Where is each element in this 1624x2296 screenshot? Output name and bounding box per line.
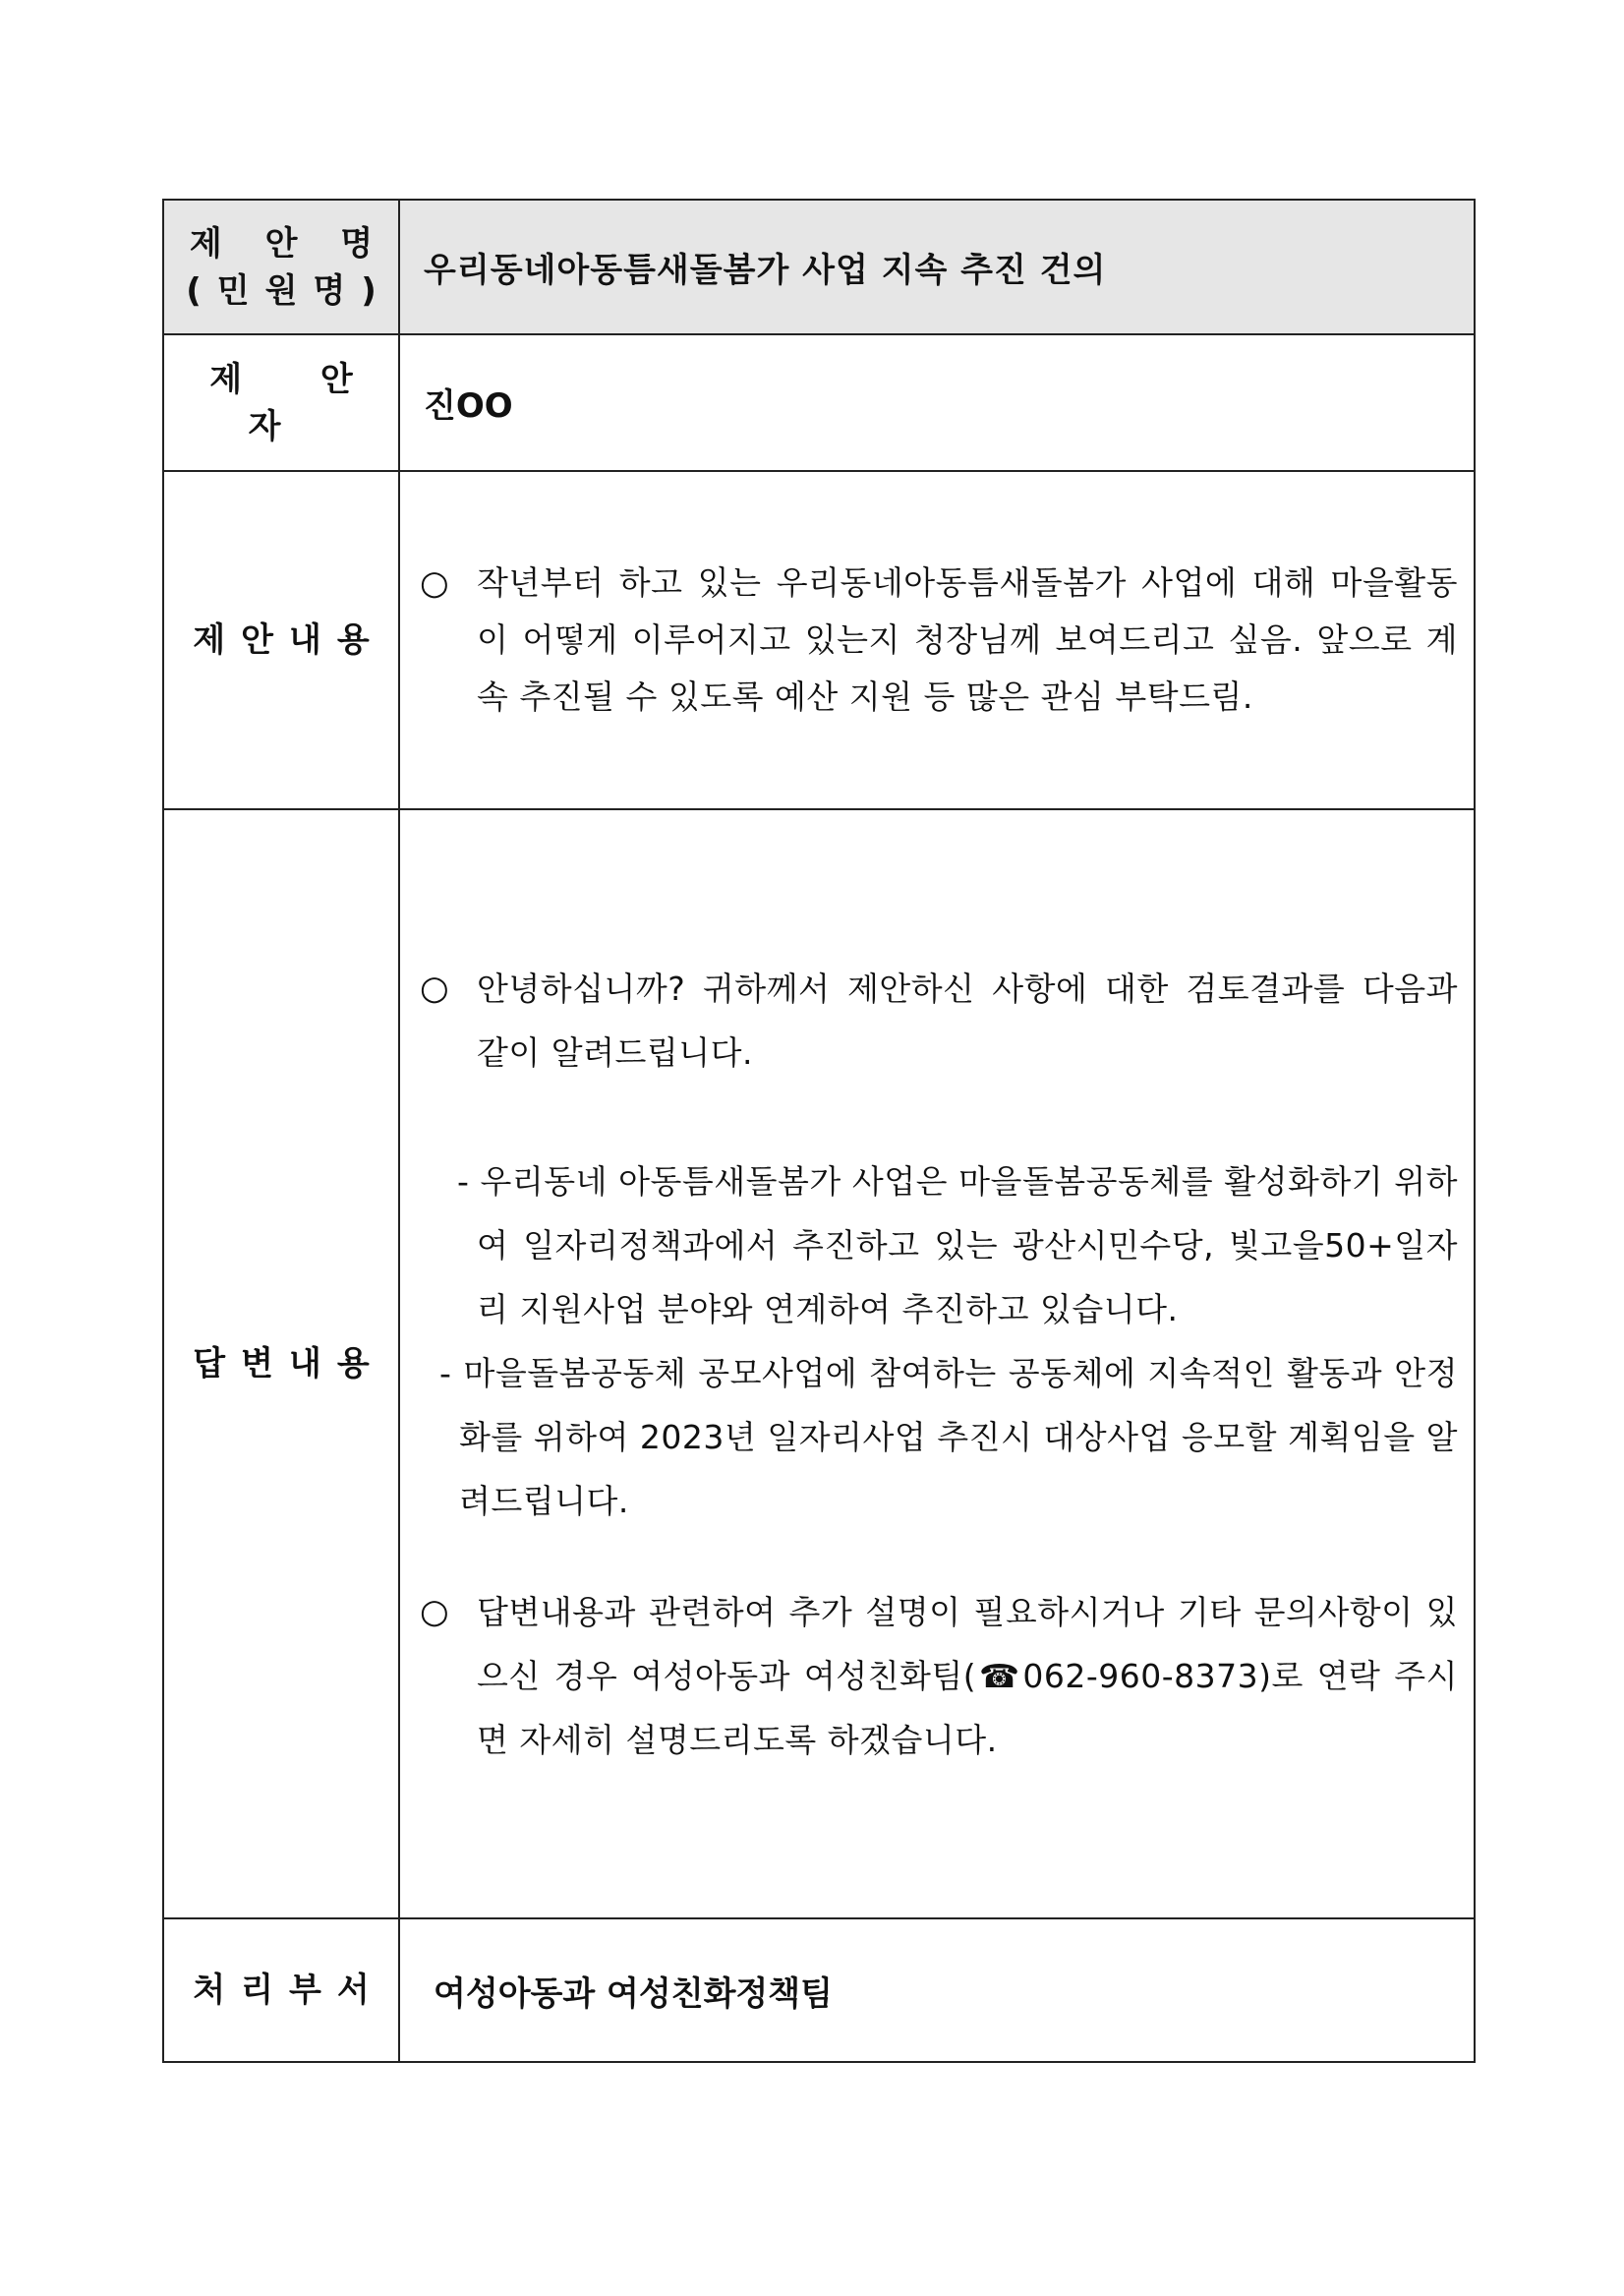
answer-contact-paragraph bbox=[420, 1580, 1458, 1772]
title-label-line1: 제 안 명 bbox=[189, 223, 389, 264]
row-content bbox=[163, 471, 1475, 809]
circle-bullet-icon: ○ bbox=[420, 563, 450, 603]
proposer-label: 제 안 자 bbox=[209, 359, 386, 446]
answer-intro-paragraph bbox=[420, 957, 1458, 1085]
circle-bullet-icon: ○ bbox=[420, 968, 450, 1008]
content-text: 작년부터 하고 있는 우리동네아동틈새돌봄가 사업에 대해 마을활동이 어떻게 이루어지고 있는지 청장님께 보여드리고 싶음. 앞으로 계속 추진될 수 있도록 예산 지원 등 많은 관심 부탁드림. bbox=[477, 563, 1458, 716]
proposal-title: 우리동네아동틈새돌봄가 사업 지속 추진 건의 bbox=[424, 251, 1107, 290]
title-label-line2: (민원명) bbox=[186, 270, 392, 311]
proposal-table bbox=[162, 199, 1476, 2063]
proposer-value-cell bbox=[399, 334, 1475, 471]
row-title bbox=[163, 200, 1475, 334]
answer-intro-text: 안녕하십니까? 귀하께서 제안하신 사항에 대한 검토결과를 다음과 같이 알려드립니다. bbox=[477, 969, 1458, 1072]
answer-label: 답변내용 bbox=[193, 1344, 385, 1383]
department-name: 여성아동과 여성친화정책팀 bbox=[434, 1973, 833, 2014]
content-value-cell bbox=[399, 471, 1475, 809]
answer-item-1: - 우리동네 아동틈새돌봄가 사업은 마을돌봄공동체를 활성화하기 위하여 일자리정책과에서 추진하고 있는 광산시민수당, 빛고을50+일자리 지원사업 분야와 연계하여 추진하고 있습니다. bbox=[457, 1161, 1458, 1328]
proposer-label-cell bbox=[163, 334, 399, 471]
answer-item-2: - 마을돌봄공동체 공모사업에 참여하는 공동체에 지속적인 활동과 안정화를 위하여 2023년 일자리사업 추진시 대상사업 응모할 계획임을 알려드립니다. bbox=[439, 1353, 1458, 1520]
content-label-cell bbox=[163, 471, 399, 809]
proposer-name: 진OO bbox=[424, 386, 513, 426]
department-label: 처리부서 bbox=[193, 1971, 385, 2010]
row-department bbox=[163, 1918, 1475, 2062]
answer-value-cell bbox=[399, 809, 1475, 1918]
title-label-cell bbox=[163, 200, 399, 334]
answer-label-cell bbox=[163, 809, 399, 1918]
title-value-cell bbox=[399, 200, 1475, 334]
department-value-cell bbox=[399, 1918, 1475, 2062]
content-paragraph bbox=[420, 555, 1458, 726]
content-label: 제안내용 bbox=[193, 620, 385, 660]
row-answer bbox=[163, 809, 1475, 1918]
department-label-cell bbox=[163, 1918, 399, 2062]
answer-contact-text: 답변내용과 관련하여 추가 설명이 필요하시거나 기타 문의사항이 있으신 경우 여성아동과 여성친화팀(☎062-960-8373)로 연락 주시면 자세히 설명드리도록 하겠습니다. bbox=[477, 1592, 1458, 1759]
row-proposer bbox=[163, 334, 1475, 471]
circle-bullet-icon: ○ bbox=[420, 1591, 450, 1631]
